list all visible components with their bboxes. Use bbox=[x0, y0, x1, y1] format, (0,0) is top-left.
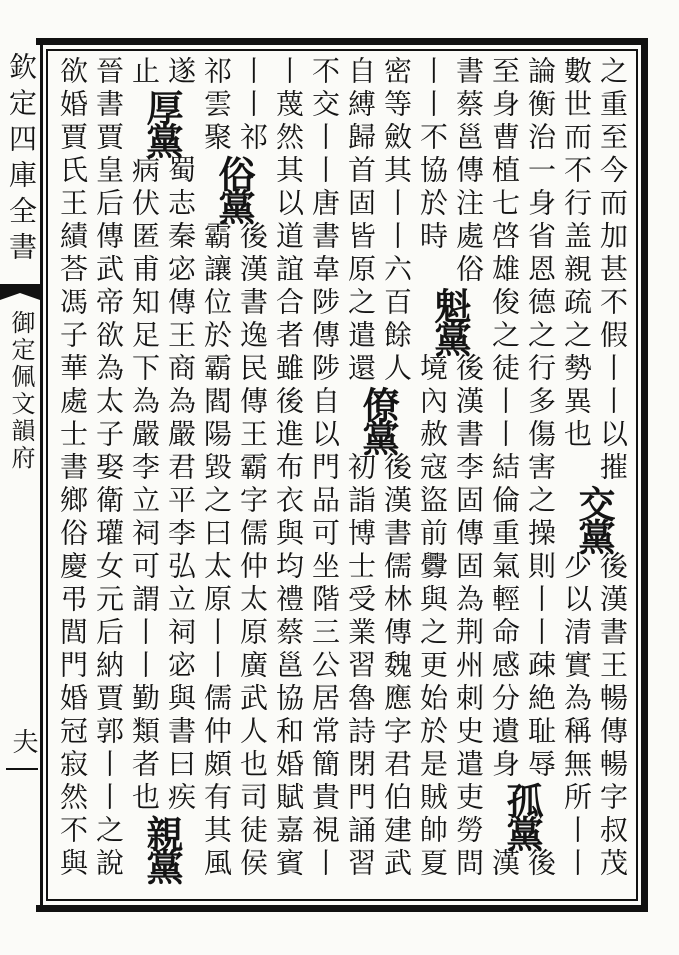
headword: 俗黨 bbox=[212, 155, 256, 221]
commentary-pair bbox=[198, 221, 270, 881]
page-number: 夫 bbox=[8, 728, 38, 754]
commentary-pair bbox=[414, 56, 486, 287]
frame-right-thin bbox=[636, 49, 638, 901]
text-column-1 bbox=[558, 56, 630, 881]
commentary-right-line: 密等斂其丨丨六百餘人 bbox=[380, 56, 413, 386]
commentary-left-line: 病伏匿甫知足下為嚴李立祠可謂丨丨勤類者也 bbox=[128, 155, 161, 815]
frame-bottom-thick bbox=[36, 905, 648, 912]
commentary-left-line: 初詣博士受業習魯詩閉門誦習 bbox=[344, 452, 377, 881]
text-column-7 bbox=[126, 56, 198, 881]
commentary-right-line: 丨丨祁 bbox=[236, 56, 269, 155]
frame-top-thin bbox=[46, 49, 636, 51]
commentary-right-line: 後漢書儒林傳魏應字君伯建武 bbox=[380, 452, 413, 881]
commentary-right-line: 後漢書逸民傳王霸字儒仲太原廣武人也司徒侯 bbox=[236, 221, 269, 881]
headword: 魁黨 bbox=[428, 287, 472, 353]
text-column-3 bbox=[414, 56, 486, 881]
frame-top-thick bbox=[36, 38, 648, 45]
commentary-pair bbox=[126, 56, 198, 89]
commentary-pair bbox=[414, 353, 486, 881]
page-number-rule bbox=[6, 768, 38, 770]
commentary-right-line: 不交丨丨唐書韋陟傳陟自以門品可坐階三公居常簡貴視丨 bbox=[308, 56, 341, 881]
commentary-right-line: 遂 bbox=[164, 56, 197, 89]
commentary-left-line: 霸讓位於霸閻陽毀之曰太原丨丨儒仲頗有其風 bbox=[200, 221, 233, 881]
commentary-left-line: 自縛歸首固皆原之遣還 bbox=[344, 56, 377, 386]
commentary-pair bbox=[270, 56, 342, 881]
commentary-pair bbox=[342, 452, 414, 881]
frame-left-border bbox=[40, 38, 43, 912]
text-column-5 bbox=[270, 56, 342, 881]
headword: 親黨 bbox=[140, 815, 184, 881]
text-column-6 bbox=[198, 56, 270, 881]
commentary-pair bbox=[54, 56, 126, 881]
commentary-right-line: 書蔡邕傳注處俗 bbox=[452, 56, 485, 287]
commentary-right-line: 蜀志秦宓傳王商為嚴君平李弘立祠宓與書曰疾 bbox=[164, 155, 197, 815]
commentary-left-line: 丨蔑然其以道誼合者雖後進布衣與均禮蔡邕協和婚賦嘉賓 bbox=[272, 56, 305, 881]
commentary-left-line: 丨丨不協於時 bbox=[416, 56, 449, 254]
commentary-pair bbox=[558, 551, 630, 881]
frame-bottom-thin bbox=[46, 899, 636, 901]
commentary-left-line: 漢 bbox=[488, 848, 521, 881]
commentary-left-line: 至身曹植七啓雄俊之徒丨丨結倫重氣輕命感分遺身 bbox=[488, 56, 521, 782]
text-column-4 bbox=[342, 56, 414, 881]
commentary-pair bbox=[126, 155, 198, 815]
commentary-left-line: 境內赦寇盜前釁與之更始於是賊帥夏 bbox=[416, 353, 449, 881]
commentary-pair bbox=[342, 56, 414, 386]
commentary-pair bbox=[558, 56, 630, 485]
fishtail-mark-icon bbox=[0, 282, 42, 302]
commentary-pair bbox=[198, 56, 270, 155]
commentary-right-line: 後漢書王暢傳暢字叔茂 bbox=[596, 551, 629, 881]
series-title: 欽定四庫全書 bbox=[5, 52, 38, 268]
commentary-right-line: 晉書賈皇后傳武帝欲為太子娶衛瓘女元后納賈郭丨丨之說 bbox=[92, 56, 125, 881]
commentary-pair bbox=[486, 56, 558, 782]
headword: 僚黨 bbox=[356, 386, 400, 452]
commentary-pair bbox=[486, 848, 558, 881]
commentary-right-line: 之重至今而加甚不假丨丨以摧 bbox=[596, 56, 629, 485]
frame-left-thin bbox=[46, 49, 48, 901]
text-column-8 bbox=[54, 56, 126, 881]
book-title: 御定佩文韻府 bbox=[7, 310, 35, 472]
commentary-left-line: 少以清實為稱無所丨丨 bbox=[560, 551, 593, 881]
commentary-left-line: 數世而不行盖親疏之勢異也 bbox=[560, 56, 593, 452]
headword: 孤黨 bbox=[500, 782, 544, 848]
commentary-right-line: 後漢書李固傳固為荆州刺史遣吏勞問 bbox=[452, 353, 485, 881]
frame-right-thick bbox=[641, 38, 648, 912]
headword: 交黨 bbox=[572, 485, 616, 551]
headword: 厚黨 bbox=[140, 89, 184, 155]
commentary-left-line: 止 bbox=[128, 56, 161, 89]
text-column-2 bbox=[486, 56, 558, 881]
commentary-right-line: 論衡治一身省恩德之行多傷害之操則丨丨疎絶耻辱 bbox=[524, 56, 557, 782]
commentary-left-line: 祁雲聚 bbox=[200, 56, 233, 155]
commentary-right-line: 後 bbox=[524, 848, 557, 881]
commentary-left-line: 欲婚賈氏王績荅馮子華處士書鄉俗慶弔閭門婚冠寂然不與 bbox=[56, 56, 89, 881]
